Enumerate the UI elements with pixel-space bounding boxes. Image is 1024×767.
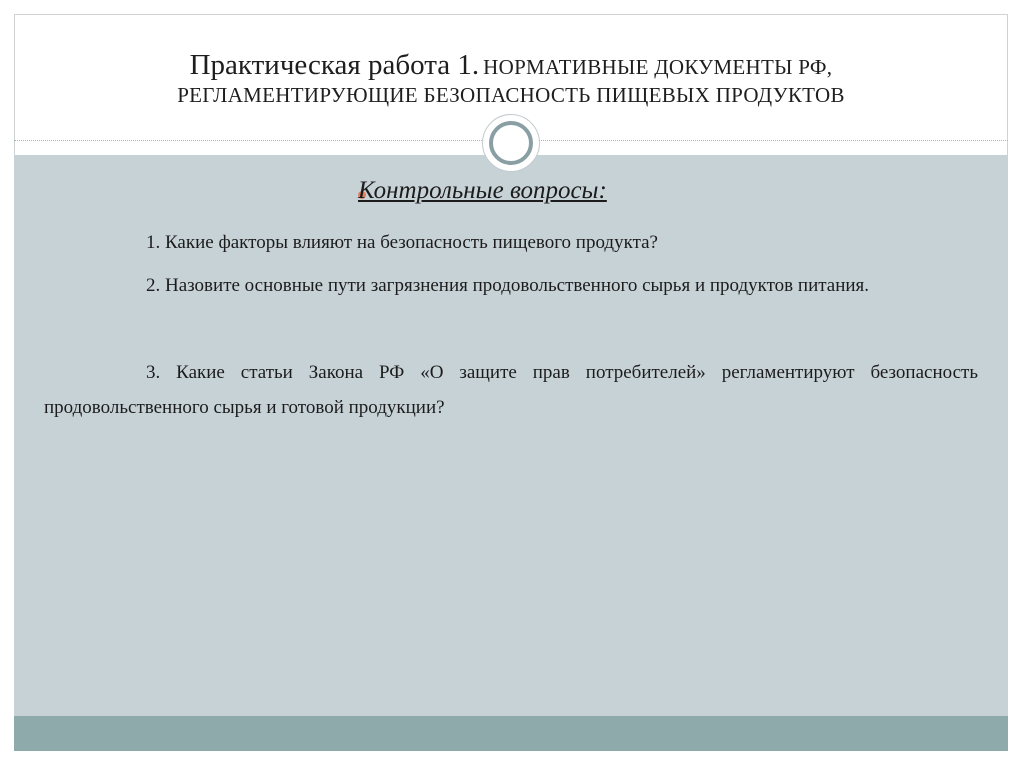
circle-ring-icon <box>489 121 533 165</box>
footer-band <box>14 716 1008 751</box>
slide-title <box>14 48 1008 108</box>
title-caps-line2: РЕГЛАМЕНТИРУЮЩИЕ БЕЗОПАСНОСТЬ ПИЩЕВЫХ ПРОДУКТОВ <box>177 82 845 107</box>
question-1: 1. Какие факторы влияют на безопасность пищевого продукта? <box>146 232 658 253</box>
section-heading: Контрольные вопросы: <box>358 177 607 204</box>
title-caps-line1: НОРМАТИВНЫЕ ДОКУМЕНТЫ РФ, <box>483 55 833 79</box>
question-2: 2. Назовите основные пути загрязнения продовольственного сырья и продуктов питания. <box>146 275 870 296</box>
question-3: 3. Какие статьи Закона РФ «О защите прав потребителей» регламентируют безопасность продовольственного сырья и готовой продукции? <box>44 362 978 419</box>
title-main: Практическая работа 1. <box>189 49 480 81</box>
